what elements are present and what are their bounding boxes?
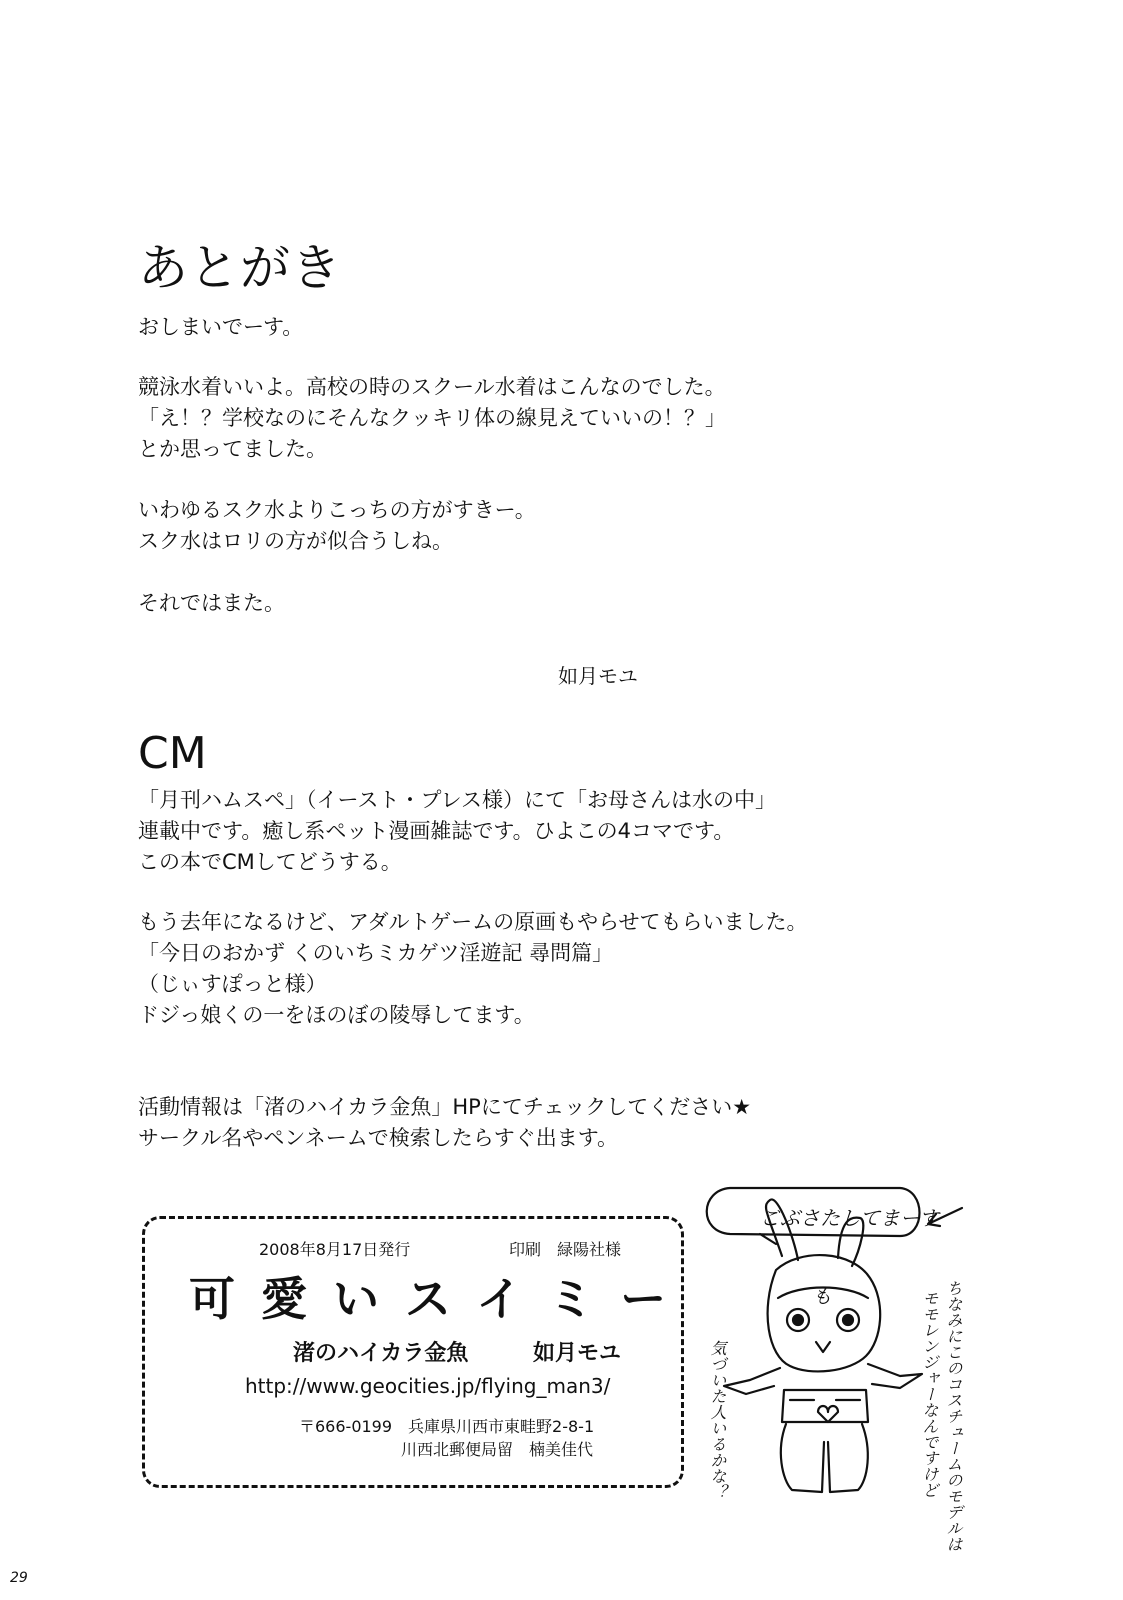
speech-bubble-text: ごぶさたしてまーす xyxy=(760,1206,939,1230)
cm-line: 活動情報は「渚のハイカラ金魚」HPにてチェックしてください★ xyxy=(138,1095,752,1119)
afterword-line: いわゆるスク水よりこっちの方がすきー。 xyxy=(138,498,536,522)
afterword-line: 競泳水着いいよ。高校の時のスクール水着はこんなのでした。 xyxy=(138,375,726,399)
mascot-face-mark: も xyxy=(812,1284,832,1308)
cm-line: 「今日のおかず くのいちミカゲツ淫遊記 尋問篇」 xyxy=(138,941,614,965)
cm-line: 連載中です。癒し系ペット漫画雑誌です。ひよこの4コマです。 xyxy=(138,819,735,843)
note-left-1: 気づいた人いるかな？ xyxy=(708,1340,727,1500)
cm-line: この本でCMしてどうする。 xyxy=(138,850,402,874)
cm-line: 「月刊ハムスペ」（イースト・プレス様）にて「お母さんは水の中」 xyxy=(138,788,776,812)
note-right-1: ちなみにこのコスチュームのモデルは xyxy=(944,1280,963,1552)
note-right-2: モモレンジャーなんですけど xyxy=(920,1290,939,1498)
author-name: 如月モユ xyxy=(533,1341,622,1366)
cm-title: CM xyxy=(138,728,207,779)
rabbit-mascot-illustration xyxy=(690,1180,1110,1520)
afterword-line: スク水はロリの方が似合うしね。 xyxy=(138,529,453,553)
circle-name: 渚のハイカラ金魚 xyxy=(293,1341,469,1366)
colophon-box xyxy=(142,1216,693,1488)
afterword-line: 「え！？学校なのにそんなクッキリ体の線見えていいの！？」 xyxy=(138,406,726,430)
cm-line: （じぃすぽっと様） xyxy=(138,972,327,996)
page-number: 29 xyxy=(10,1570,28,1586)
afterword-title: あとがき xyxy=(138,239,342,297)
cm-line: ドジっ娘くの一をほのぼの陵辱してます。 xyxy=(138,1003,535,1027)
afterword-line: それではまた。 xyxy=(138,591,285,615)
afterword-line: おしまいでーす。 xyxy=(138,315,304,339)
afterword-signature: 如月モユ xyxy=(558,664,638,688)
cm-line: サークル名やペンネームで検索したらすぐ出ます。 xyxy=(138,1126,619,1150)
cm-line: もう去年になるけど、アダルトゲームの原画もやらせてもらいました。 xyxy=(138,910,808,934)
book-title: 可愛いスイミー xyxy=(189,1272,693,1326)
address-line-2: 川西北郵便局留 楠美佳代 xyxy=(401,1440,594,1459)
printer: 印刷 緑陽社様 xyxy=(509,1240,622,1259)
afterword-line: とか思ってました。 xyxy=(138,437,327,461)
address-line-1: 〒666-0199 兵庫県川西市東畦野2-8-1 xyxy=(299,1417,595,1436)
publish-date: 2008年8月17日発行 xyxy=(259,1240,411,1259)
website-url: http://www.geocities.jp/flying_man3/ xyxy=(245,1374,611,1398)
